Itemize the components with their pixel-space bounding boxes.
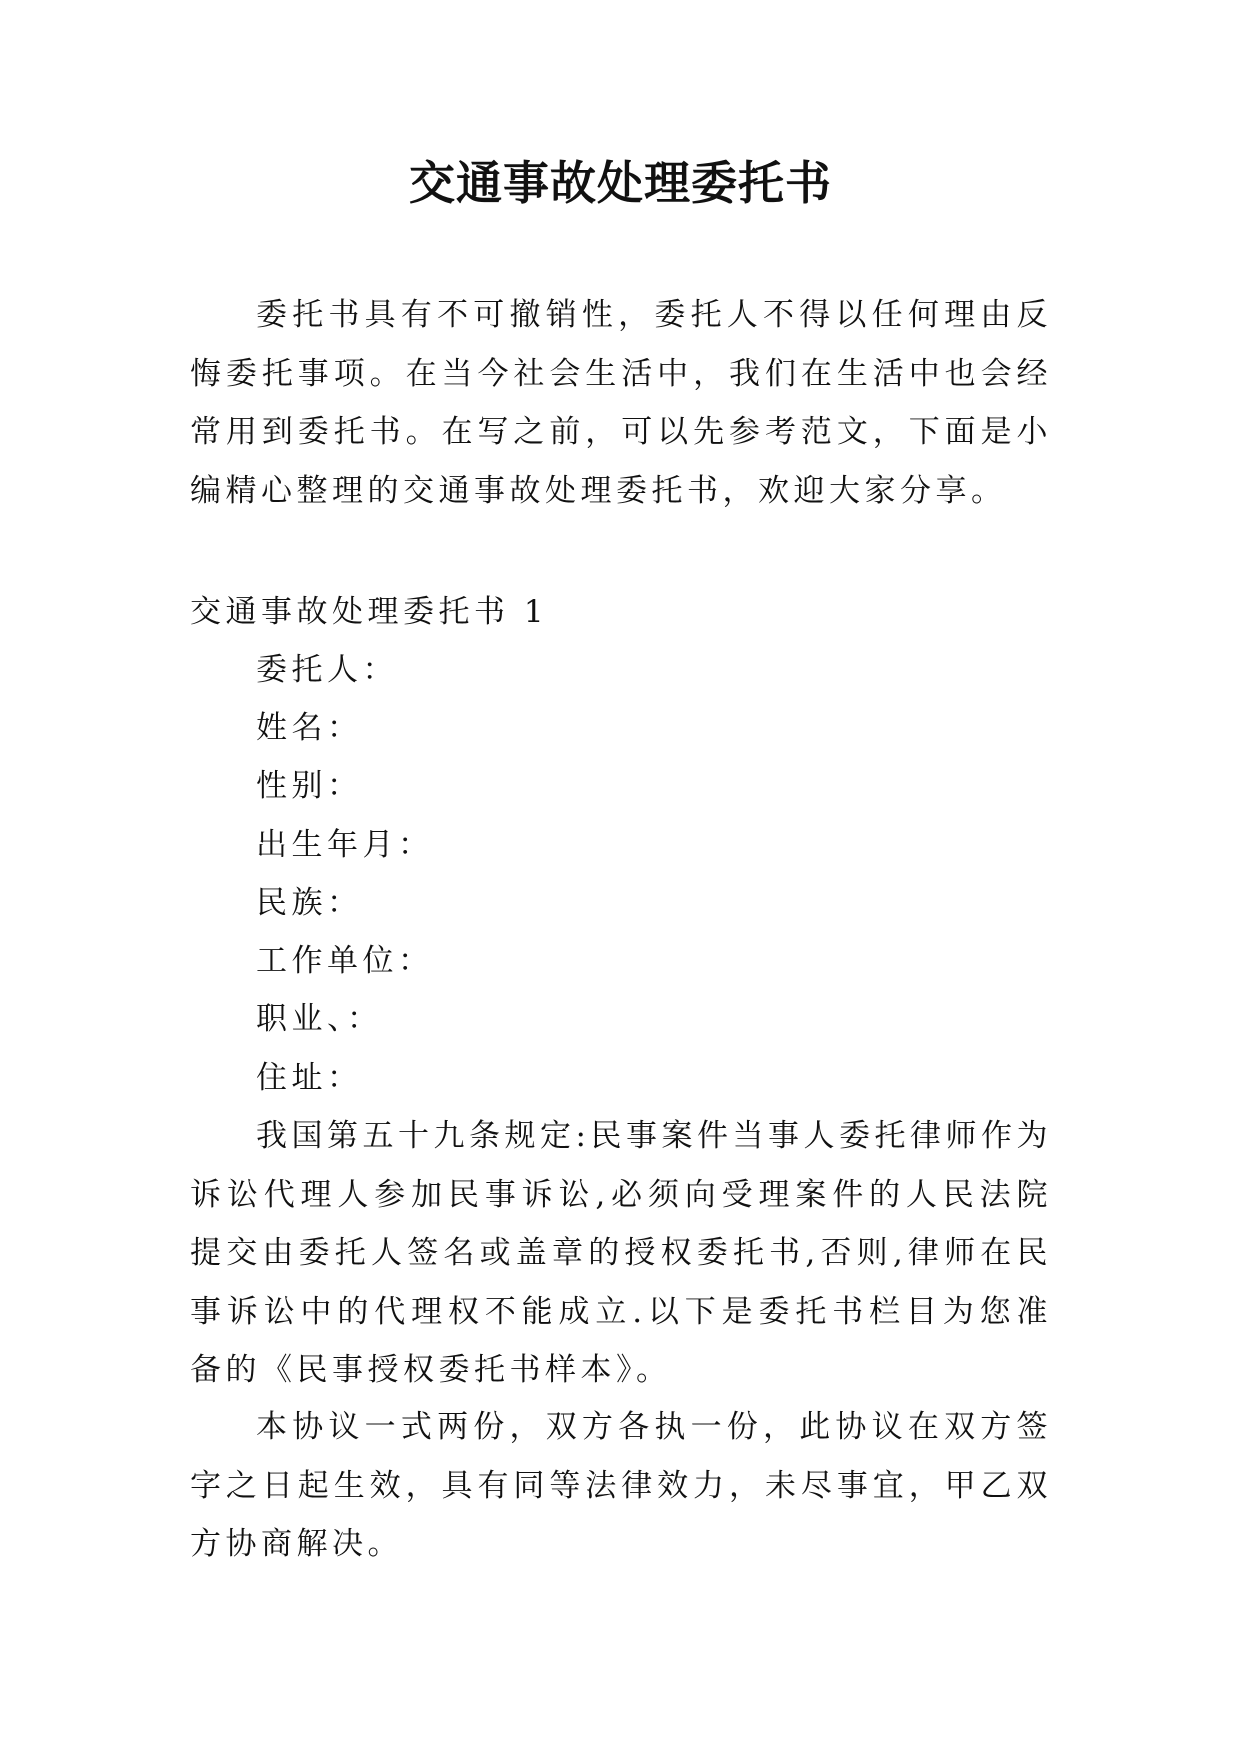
field-gender: 性别： [256, 768, 363, 804]
document-title: 交通事故处理委托书 [409, 156, 832, 210]
field-occupation: 职业、： [256, 1001, 383, 1037]
field-principal: 委托人： [256, 652, 398, 688]
agreement-paragraph: 本协议一式两份，双方各执一份，此协议在双方签字之日起生效，具有同等法律效力，未尽事宜，甲乙双方协商解决。 [190, 1409, 1052, 1562]
field-name: 姓名： [256, 710, 363, 746]
field-birth-date: 出生年月： [256, 827, 434, 863]
section-heading: 交通事故处理委托书 1 [190, 594, 549, 630]
field-workplace: 工作单位： [256, 943, 434, 979]
law-paragraph: 我国第五十九条规定:民事案件当事人委托律师作为诉讼代理人参加民事诉讼,必须向受理案件的人民法院提交由委托人签名或盖章的授权委托书,否则,律师在民事诉讼中的代理权不能成立.以下是委托书栏目为您准备的《民事授权委托书样本》。 [190, 1118, 1052, 1388]
field-ethnicity: 民族： [256, 885, 363, 921]
intro-paragraph: 委托书具有不可撤销性，委托人不得以任何理由反悔委托事项。在当今社会生活中，我们在生活中也会经常用到委托书。在写之前，可以先参考范文，下面是小编精心整理的交通事故处理委托书，欢迎大家分享。 [190, 297, 1052, 509]
field-address: 住址： [256, 1060, 363, 1096]
